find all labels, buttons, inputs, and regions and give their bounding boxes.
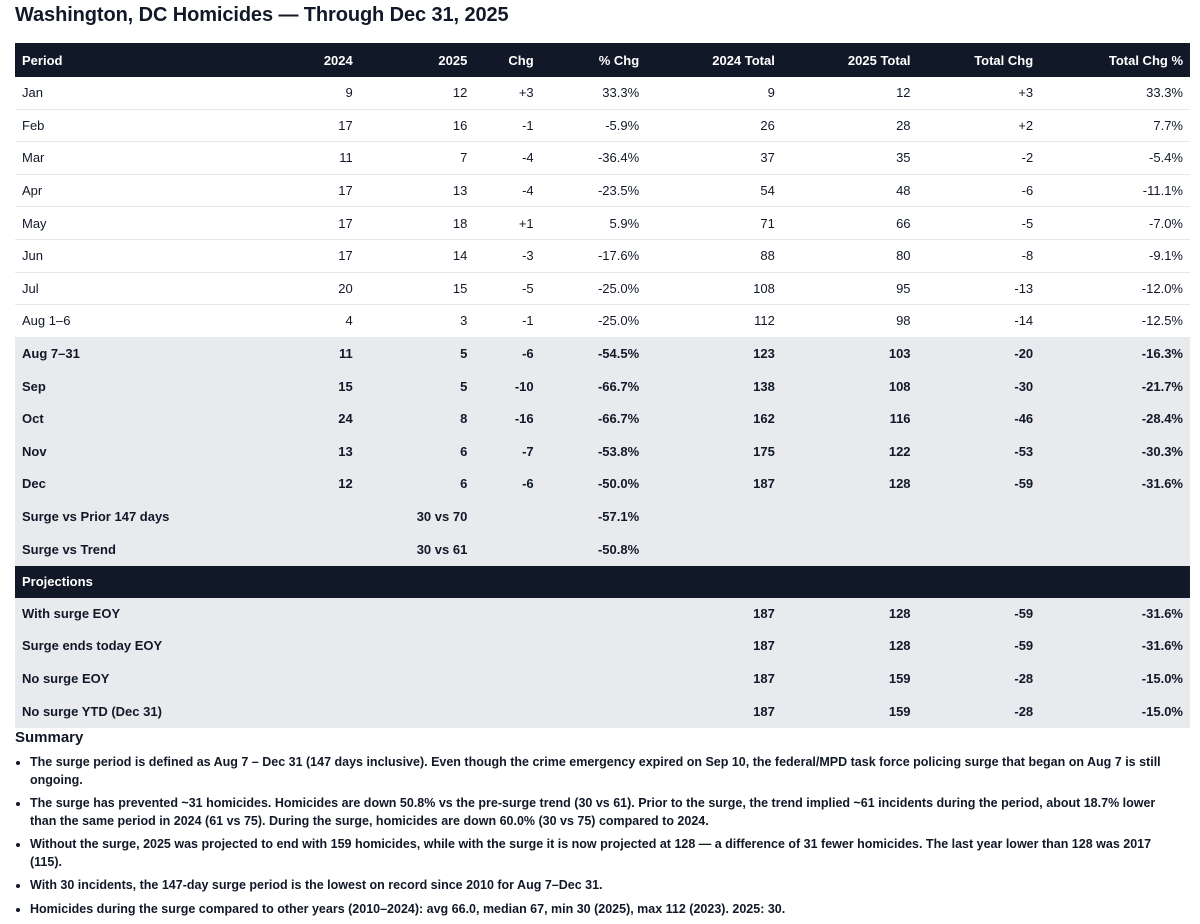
table-cell: -4 xyxy=(474,174,540,207)
table-cell: -31.6% xyxy=(1040,630,1190,663)
row-label: Surge vs Prior 147 days xyxy=(15,500,216,533)
table-cell: 17 xyxy=(216,109,360,142)
table-cell: -36.4% xyxy=(541,142,647,175)
table-cell: -12.5% xyxy=(1040,305,1190,338)
table-row xyxy=(15,468,1190,501)
table-cell xyxy=(1040,500,1190,533)
table-cell: 5 xyxy=(360,337,475,370)
table-cell: 175 xyxy=(646,435,782,468)
table-cell: -10 xyxy=(474,370,540,403)
table-cell xyxy=(216,630,360,663)
table-cell: 20 xyxy=(216,272,360,305)
column-header: Chg xyxy=(474,43,540,77)
table-cell: -13 xyxy=(918,272,1041,305)
row-label: No surge EOY xyxy=(15,662,216,695)
table-cell xyxy=(360,598,475,630)
table-cell: 128 xyxy=(782,468,918,501)
table-cell xyxy=(216,662,360,695)
table-cell: -12.0% xyxy=(1040,272,1190,305)
table-cell: 9 xyxy=(216,77,360,109)
table-cell: -23.5% xyxy=(541,174,647,207)
table-cell: -6 xyxy=(474,337,540,370)
table-cell: 187 xyxy=(646,662,782,695)
table-cell: 5 xyxy=(360,370,475,403)
table-cell: -31.6% xyxy=(1040,468,1190,501)
column-header: 2025 xyxy=(360,43,475,77)
table-cell xyxy=(360,695,475,728)
table-row xyxy=(15,109,1190,142)
table-cell: 122 xyxy=(782,435,918,468)
table-cell xyxy=(782,533,918,566)
column-header: 2024 xyxy=(216,43,360,77)
row-label: May xyxy=(15,207,216,240)
table-row xyxy=(15,695,1190,728)
table-cell xyxy=(541,630,647,663)
homicides-table xyxy=(15,43,1190,728)
table-cell: -1 xyxy=(474,109,540,142)
table-cell: 71 xyxy=(646,207,782,240)
table-cell: -15.0% xyxy=(1040,695,1190,728)
table-cell: -11.1% xyxy=(1040,174,1190,207)
table-cell: -5.4% xyxy=(1040,142,1190,175)
table-cell: -7.0% xyxy=(1040,207,1190,240)
table-cell: 11 xyxy=(216,142,360,175)
table-cell: -59 xyxy=(918,468,1041,501)
table-cell: 48 xyxy=(782,174,918,207)
row-label: With surge EOY xyxy=(15,598,216,630)
table-row xyxy=(15,77,1190,109)
row-label: Dec xyxy=(15,468,216,501)
table-cell xyxy=(646,500,782,533)
table-cell: -57.1% xyxy=(541,500,647,533)
table-cell xyxy=(474,630,540,663)
table-cell xyxy=(474,500,540,533)
table-row xyxy=(15,337,1190,370)
table-cell: 12 xyxy=(216,468,360,501)
table-cell xyxy=(541,695,647,728)
table-row xyxy=(15,207,1190,240)
table-cell: -16 xyxy=(474,402,540,435)
table-cell: 13 xyxy=(360,174,475,207)
summary-item: • The surge has prevented ~31 homicides. Homicides are down 50.8% vs the pre-surge trend (30 vs 61). Prior to the surge, the trend implied ~61 incidents during the period, about 18.7% lower than the same period in 2024 (61 vs 75). During the surge, homicides are down 60.0% (30 vs 75) compared to 2024. xyxy=(30,795,1185,830)
table-cell: 187 xyxy=(646,695,782,728)
summary-item: • The surge period is defined as Aug 7 – Dec 31 (147 days inclusive). Even though the crime emergency expired on Sep 10, the federal/MPD task force policing surge that began on Aug 7 is still ongoing. xyxy=(30,754,1185,789)
row-label: Mar xyxy=(15,142,216,175)
table-cell: 128 xyxy=(782,598,918,630)
table-cell: 26 xyxy=(646,109,782,142)
table-cell: 28 xyxy=(782,109,918,142)
table-cell: -15.0% xyxy=(1040,662,1190,695)
table-cell: 4 xyxy=(216,305,360,338)
table-row xyxy=(15,630,1190,663)
table-cell: -66.7% xyxy=(541,370,647,403)
table-cell: -31.6% xyxy=(1040,598,1190,630)
summary-item: • With 30 incidents, the 147-day surge period is the lowest on record since 2010 for Aug 7–Dec 31. xyxy=(30,877,1185,895)
table-cell: -25.0% xyxy=(541,272,647,305)
table-cell: -28 xyxy=(918,695,1041,728)
table-cell xyxy=(474,695,540,728)
table-cell: 103 xyxy=(782,337,918,370)
table-cell: -50.0% xyxy=(541,468,647,501)
row-label: Aug 1–6 xyxy=(15,305,216,338)
column-header: Total Chg % xyxy=(1040,43,1190,77)
table-cell: 116 xyxy=(782,402,918,435)
table-cell: -1 xyxy=(474,305,540,338)
table-row xyxy=(15,370,1190,403)
projections-body xyxy=(15,565,1190,727)
table-cell xyxy=(541,662,647,695)
table-row xyxy=(15,272,1190,305)
table-cell: 6 xyxy=(360,435,475,468)
table-row xyxy=(15,305,1190,338)
table-cell: -6 xyxy=(918,174,1041,207)
table-cell: 24 xyxy=(216,402,360,435)
table-cell: -6 xyxy=(474,468,540,501)
table-cell: -4 xyxy=(474,142,540,175)
table-row xyxy=(15,142,1190,175)
summary-item: • Homicides during the surge compared to other years (2010–2024): avg 66.0, median 67, min 30 (2025), max 112 (2023). 2025: 30. xyxy=(30,901,1185,919)
row-label: Jul xyxy=(15,272,216,305)
table-cell: 123 xyxy=(646,337,782,370)
table-cell: -5.9% xyxy=(541,109,647,142)
row-label: Sep xyxy=(15,370,216,403)
table-cell: -59 xyxy=(918,598,1041,630)
table-cell: 17 xyxy=(216,239,360,272)
row-label: Surge vs Trend xyxy=(15,533,216,566)
table-cell: -28.4% xyxy=(1040,402,1190,435)
summary-item: • Without the surge, 2025 was projected to end with 159 homicides, while with the surge it is now projected at 128 — a difference of 31 fewer homicides. The last year lower than 128 was 2017 (115). xyxy=(30,836,1185,871)
table-cell: 88 xyxy=(646,239,782,272)
table-cell: -3 xyxy=(474,239,540,272)
projections-header: Projections xyxy=(15,565,1190,597)
table-cell: +3 xyxy=(474,77,540,109)
table-cell: 30 vs 61 xyxy=(360,533,475,566)
table-cell: 18 xyxy=(360,207,475,240)
table-cell: 138 xyxy=(646,370,782,403)
projections-header-row xyxy=(15,565,1190,597)
table-cell: 37 xyxy=(646,142,782,175)
row-label: No surge YTD (Dec 31) xyxy=(15,695,216,728)
table-header xyxy=(15,43,1190,77)
table-cell: 3 xyxy=(360,305,475,338)
table-cell: -5 xyxy=(474,272,540,305)
table-cell xyxy=(216,695,360,728)
summary-section xyxy=(15,729,1185,924)
row-label: Jan xyxy=(15,77,216,109)
table-cell: 66 xyxy=(782,207,918,240)
table-cell: 16 xyxy=(360,109,475,142)
table-cell: 80 xyxy=(782,239,918,272)
table-row xyxy=(15,174,1190,207)
table-cell: 12 xyxy=(782,77,918,109)
table-cell: -53.8% xyxy=(541,435,647,468)
header-row xyxy=(15,43,1190,77)
table-cell: 17 xyxy=(216,174,360,207)
table-row xyxy=(15,533,1190,566)
table-cell: -53 xyxy=(918,435,1041,468)
table-cell: -21.7% xyxy=(1040,370,1190,403)
table-cell: 17 xyxy=(216,207,360,240)
table-cell: -20 xyxy=(918,337,1041,370)
table-cell: 159 xyxy=(782,695,918,728)
table-cell: 187 xyxy=(646,598,782,630)
table-cell xyxy=(216,533,360,566)
table-cell: -59 xyxy=(918,630,1041,663)
column-header: Total Chg xyxy=(918,43,1041,77)
table-cell: 98 xyxy=(782,305,918,338)
table-cell xyxy=(216,598,360,630)
row-label: Oct xyxy=(15,402,216,435)
table-cell: -14 xyxy=(918,305,1041,338)
table-row xyxy=(15,402,1190,435)
table-cell: 7 xyxy=(360,142,475,175)
table-cell: 13 xyxy=(216,435,360,468)
column-header: % Chg xyxy=(541,43,647,77)
table-cell: -30.3% xyxy=(1040,435,1190,468)
table-cell xyxy=(918,500,1041,533)
table-row xyxy=(15,500,1190,533)
table-cell: -50.8% xyxy=(541,533,647,566)
table-cell: -8 xyxy=(918,239,1041,272)
table-cell: 15 xyxy=(360,272,475,305)
table-cell xyxy=(474,662,540,695)
table-cell: 9 xyxy=(646,77,782,109)
table-cell: 8 xyxy=(360,402,475,435)
table-cell: 6 xyxy=(360,468,475,501)
table-cell: 128 xyxy=(782,630,918,663)
table-cell: +2 xyxy=(918,109,1041,142)
summary-list xyxy=(15,754,1185,918)
table-row xyxy=(15,435,1190,468)
table-cell xyxy=(474,598,540,630)
table-cell: -28 xyxy=(918,662,1041,695)
summary-heading: Summary xyxy=(15,729,84,746)
table-cell: 187 xyxy=(646,468,782,501)
table-cell: 35 xyxy=(782,142,918,175)
table-cell xyxy=(360,630,475,663)
table-cell: -46 xyxy=(918,402,1041,435)
table-cell xyxy=(360,662,475,695)
table-cell: -7 xyxy=(474,435,540,468)
table-cell: +1 xyxy=(474,207,540,240)
table-cell xyxy=(1040,533,1190,566)
table-cell xyxy=(782,500,918,533)
table-cell: 108 xyxy=(646,272,782,305)
table-cell: 108 xyxy=(782,370,918,403)
table-cell: 30 vs 70 xyxy=(360,500,475,533)
table-cell: 159 xyxy=(782,662,918,695)
table-body xyxy=(15,77,1190,565)
table-cell: -5 xyxy=(918,207,1041,240)
table-cell xyxy=(918,533,1041,566)
row-label: Jun xyxy=(15,239,216,272)
table-cell: 95 xyxy=(782,272,918,305)
table-cell: 33.3% xyxy=(1040,77,1190,109)
table-cell: 14 xyxy=(360,239,475,272)
table-cell: 11 xyxy=(216,337,360,370)
table-cell: 162 xyxy=(646,402,782,435)
row-label: Aug 7–31 xyxy=(15,337,216,370)
table-cell: 33.3% xyxy=(541,77,647,109)
table-cell xyxy=(646,533,782,566)
table-cell: -54.5% xyxy=(541,337,647,370)
table-cell xyxy=(541,598,647,630)
column-header: 2025 Total xyxy=(782,43,918,77)
table-cell: -17.6% xyxy=(541,239,647,272)
table-row xyxy=(15,662,1190,695)
table-cell: -16.3% xyxy=(1040,337,1190,370)
column-header: Period xyxy=(15,43,216,77)
table-cell: -2 xyxy=(918,142,1041,175)
table-cell: -25.0% xyxy=(541,305,647,338)
page-title: Washington, DC Homicides — Through Dec 31, 2025 xyxy=(15,4,509,26)
table-cell: 15 xyxy=(216,370,360,403)
table-cell: 187 xyxy=(646,630,782,663)
table-row xyxy=(15,598,1190,630)
table-cell: 54 xyxy=(646,174,782,207)
table-cell: 5.9% xyxy=(541,207,647,240)
row-label: Apr xyxy=(15,174,216,207)
table-cell xyxy=(216,500,360,533)
table-cell: 112 xyxy=(646,305,782,338)
table-cell: -66.7% xyxy=(541,402,647,435)
table-cell: -30 xyxy=(918,370,1041,403)
row-label: Surge ends today EOY xyxy=(15,630,216,663)
row-label: Feb xyxy=(15,109,216,142)
table-cell: -9.1% xyxy=(1040,239,1190,272)
table-cell: 7.7% xyxy=(1040,109,1190,142)
table-row xyxy=(15,239,1190,272)
table-cell xyxy=(474,533,540,566)
row-label: Nov xyxy=(15,435,216,468)
table-cell: 12 xyxy=(360,77,475,109)
table-cell: +3 xyxy=(918,77,1041,109)
column-header: 2024 Total xyxy=(646,43,782,77)
